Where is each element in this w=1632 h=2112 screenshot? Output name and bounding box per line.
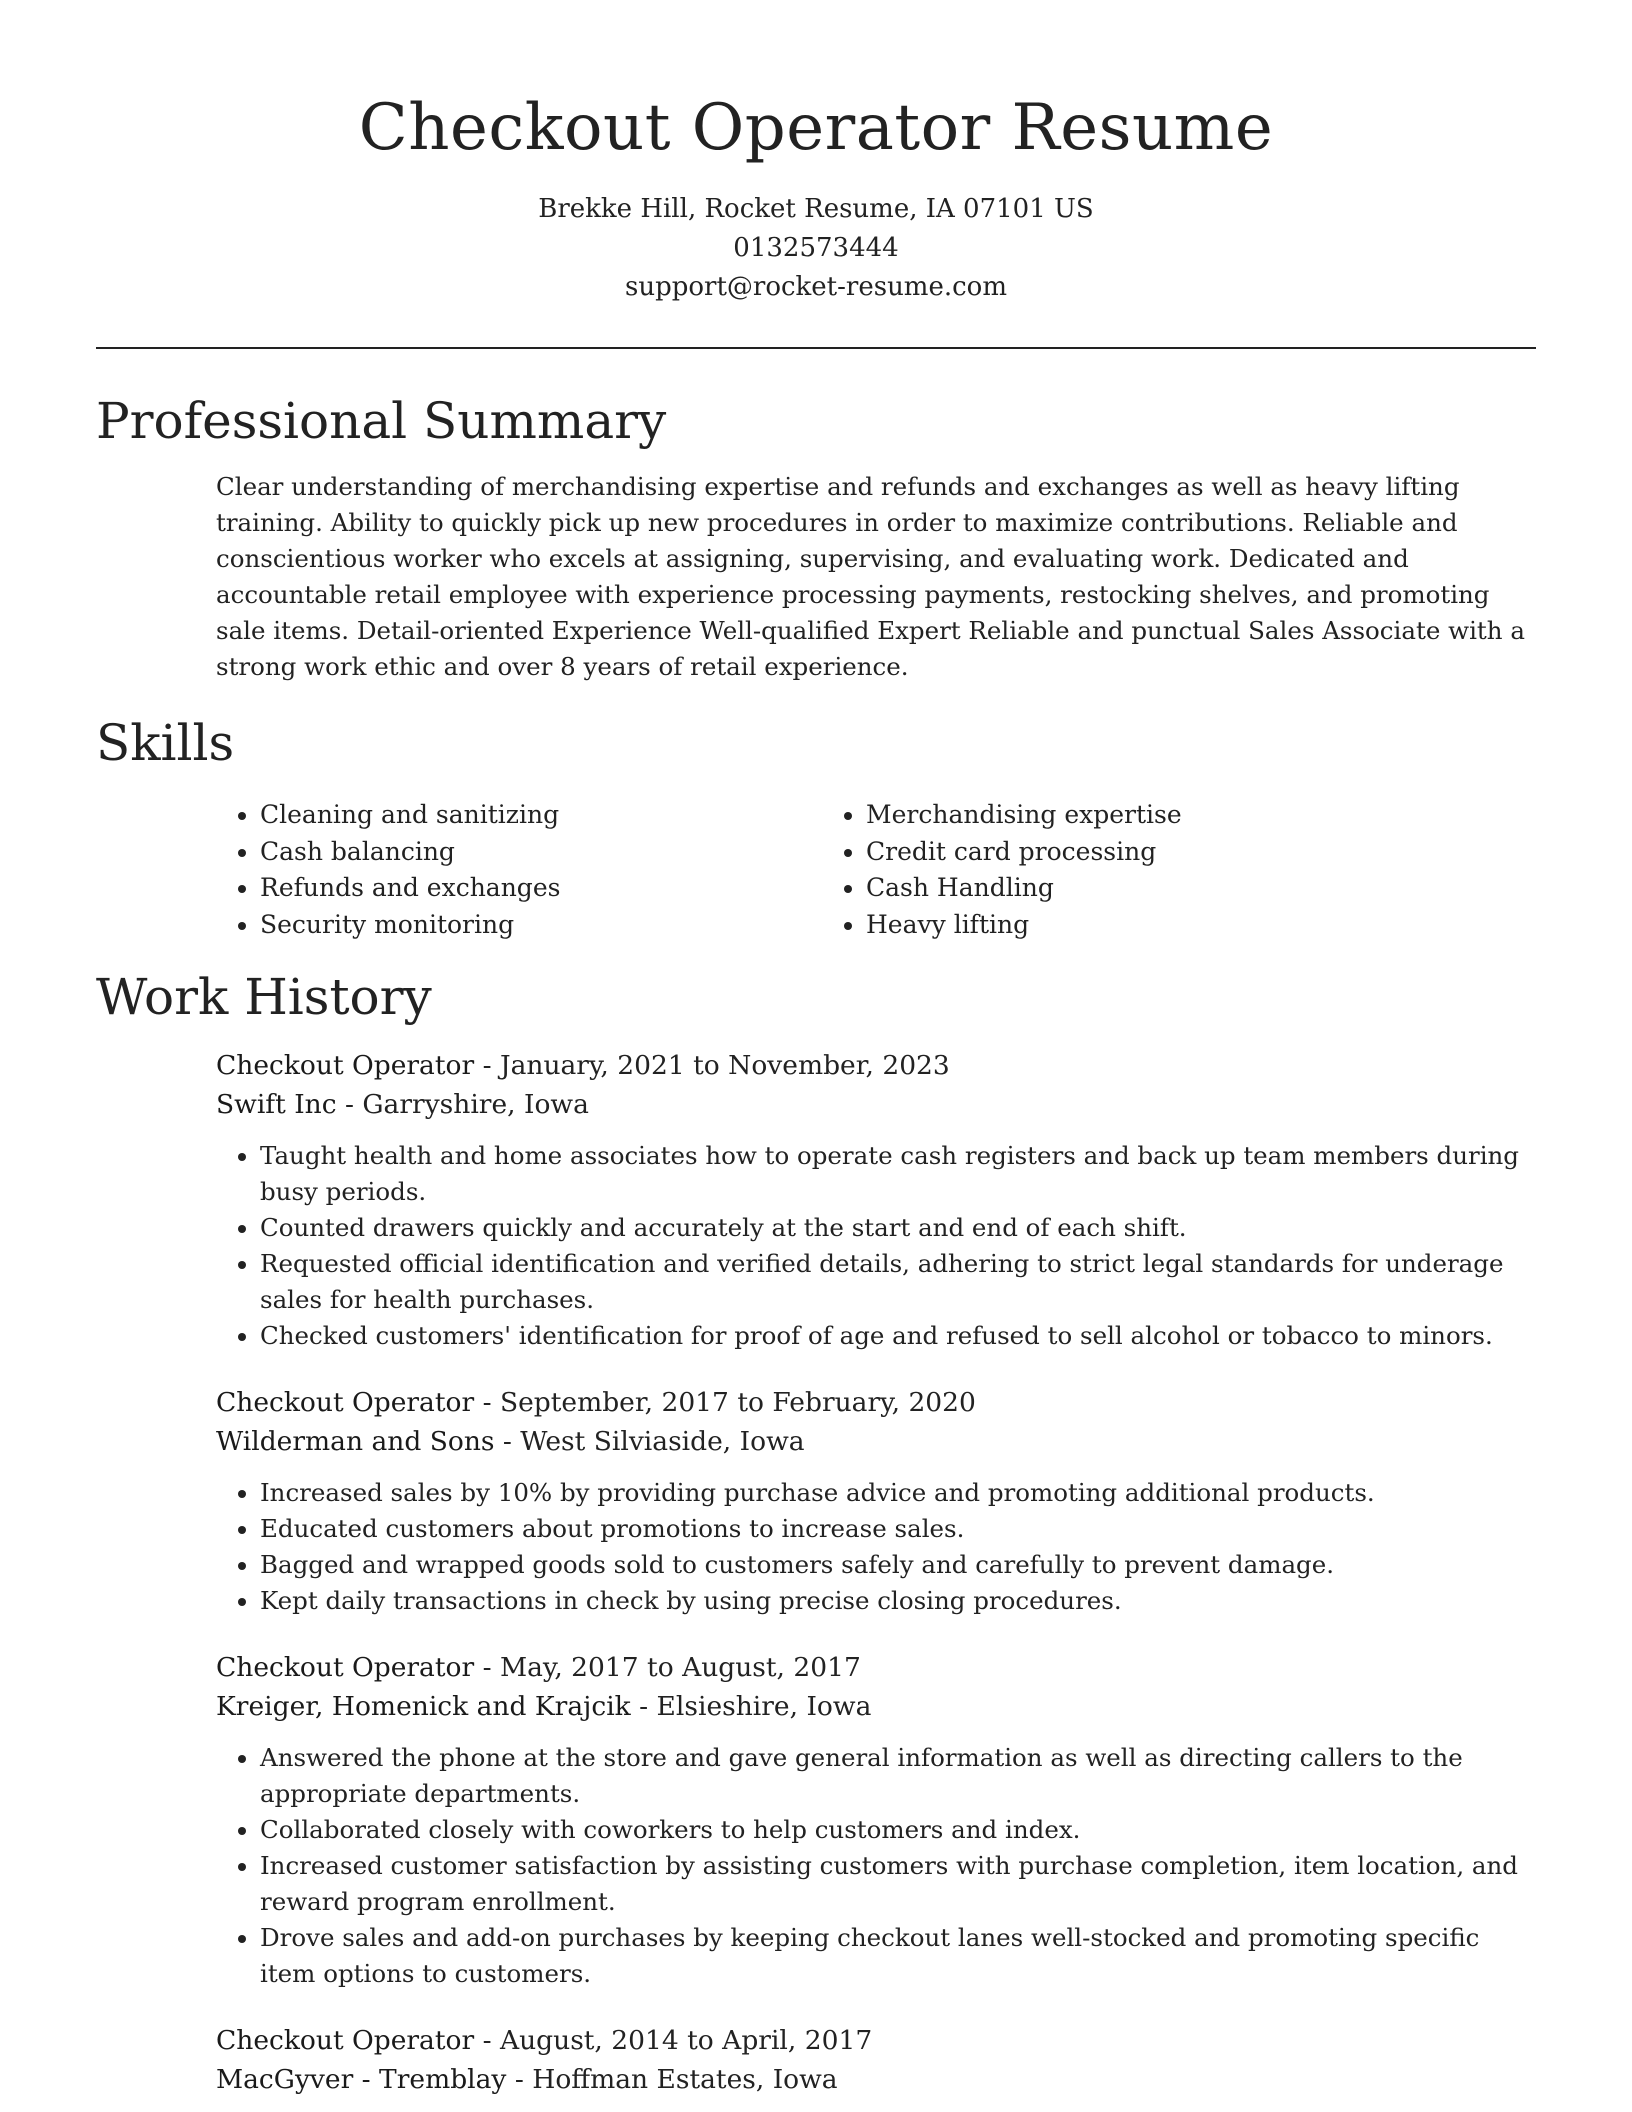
job-company-line: [216, 2061, 1536, 2100]
job-company: Wilderman and Sons: [216, 1425, 495, 1457]
skill-item: • Refunds and exchanges: [260, 870, 822, 907]
job-duty: • Requested official identification and verified details, adhering to strict legal standards for underage sales for health purchases.: [260, 1246, 1536, 1318]
job-role: Checkout Operator: [216, 1387, 475, 1418]
separator: -: [474, 2025, 500, 2056]
job-duty: • Taught health and home associates how to operate cash registers and back up team members during busy periods.: [260, 1138, 1536, 1210]
job-company: MacGyver - Tremblay: [216, 2063, 507, 2095]
job-duties: [216, 1475, 1536, 1619]
job-title-line: [216, 1047, 1536, 1086]
job-duties: [216, 1138, 1536, 1354]
skill-item: • Heavy lifting: [866, 907, 1428, 944]
job-company-line: [216, 1086, 1536, 1125]
separator: -: [474, 1652, 500, 1683]
job-duty: • Increased sales by 10% by providing purchase advice and promoting additional products.: [260, 1475, 1536, 1511]
header-divider: [96, 347, 1536, 349]
job-title-line: [216, 2022, 1536, 2061]
summary-heading: Professional Summary: [96, 392, 667, 450]
skills-column-left: [216, 797, 822, 943]
job-title-line: [216, 1384, 1536, 1423]
skill-item: • Merchandising expertise: [866, 797, 1428, 834]
job-duty: • Answered the phone at the store and gave general information as well as directing callers to the appropriate departments.: [260, 1740, 1536, 1812]
separator: -: [506, 2063, 533, 2095]
skills-column-right: [822, 797, 1428, 943]
work-history-section: [96, 965, 1536, 2099]
summary-section: [96, 389, 1536, 685]
job-location: Hoffman Estates, Iowa: [532, 2063, 838, 2095]
skills-grid: [216, 797, 1536, 943]
skill-item: • Cash balancing: [260, 834, 822, 871]
job-dates: May, 2017 to August, 2017: [499, 1652, 861, 1683]
job-dates: August, 2014 to April, 2017: [499, 2025, 873, 2056]
separator: -: [474, 1050, 500, 1081]
job-duty: • Drove sales and add-on purchases by keeping checkout lanes well-stocked and promoting specific item options to customers.: [260, 1920, 1536, 1992]
job-duty: • Educated customers about promotions to increase sales.: [260, 1511, 1536, 1547]
separator: -: [630, 1690, 657, 1722]
skill-item: • Security monitoring: [260, 907, 822, 944]
contact-info: [96, 190, 1536, 307]
job-duties: [216, 1740, 1536, 1992]
job-company: Swift Inc: [216, 1088, 337, 1120]
skill-item: • Credit card processing: [866, 834, 1428, 871]
skills-section: [96, 711, 1536, 943]
contact-email: support@rocket-resume.com: [624, 272, 1007, 302]
job-location: Garryshire, Iowa: [362, 1088, 589, 1120]
job-dates: September, 2017 to February, 2020: [499, 1387, 976, 1418]
work-history-heading: Work History: [96, 968, 432, 1026]
skill-item: • Cleaning and sanitizing: [260, 797, 822, 834]
separator: -: [474, 1387, 500, 1418]
skills-heading: Skills: [96, 714, 235, 772]
job-duty: • Counted drawers quickly and accurately at the start and end of each shift.: [260, 1210, 1536, 1246]
job-duty: • Collaborated closely with coworkers to help customers and index.: [260, 1812, 1536, 1848]
job-duty: • Kept daily transactions in check by using precise closing procedures.: [260, 1583, 1536, 1619]
resume-title: Checkout Operator Resume: [358, 91, 1274, 165]
job-entry: [216, 1047, 1536, 1354]
job-duty: • Increased customer satisfaction by assisting customers with purchase completion, item location, and reward program enrollment.: [260, 1848, 1536, 1920]
job-title-line: [216, 1649, 1536, 1688]
job-dates: January, 2021 to November, 2023: [499, 1050, 950, 1081]
job-entry: [216, 1384, 1536, 1619]
skill-item: • Cash Handling: [866, 870, 1428, 907]
separator: -: [336, 1088, 363, 1120]
job-duty: • Checked customers' identification for proof of age and refused to sell alcohol or tobacco to minors.: [260, 1318, 1536, 1354]
separator: -: [494, 1425, 521, 1457]
job-company-line: [216, 1423, 1536, 1462]
job-entry: [216, 1649, 1536, 1992]
job-duty: • Bagged and wrapped goods sold to customers safely and carefully to prevent damage.: [260, 1547, 1536, 1583]
job-company-line: [216, 1688, 1536, 1727]
resume-header: [96, 0, 1536, 307]
job-role: Checkout Operator: [216, 1652, 475, 1683]
job-role: Checkout Operator: [216, 2025, 475, 2056]
job-role: Checkout Operator: [216, 1050, 475, 1081]
summary-text: Clear understanding of merchandising expertise and refunds and exchanges as well as heavy lifting training. Ability to quickly pick up new procedures in order to maximize contributions. Reliable and conscientious worker who excels at assigning, supervising, and evaluating work. Dedicated and accountable retail employee with experience processing payments, restocking shelves, and promoting sale items. Detail-oriented Experience Well-qualified Expert Reliable and punctual Sales Associate with a strong work ethic and over 8 years of retail experience.: [216, 472, 1525, 681]
contact-address: Brekke Hill, Rocket Resume, IA 07101 US: [538, 194, 1094, 224]
job-company: Kreiger, Homenick and Krajcik: [216, 1690, 631, 1722]
job-entry: [216, 2022, 1536, 2099]
job-location: Elsieshire, Iowa: [656, 1690, 872, 1722]
job-location: West Silviaside, Iowa: [520, 1425, 805, 1457]
contact-phone: 0132573444: [733, 233, 899, 263]
